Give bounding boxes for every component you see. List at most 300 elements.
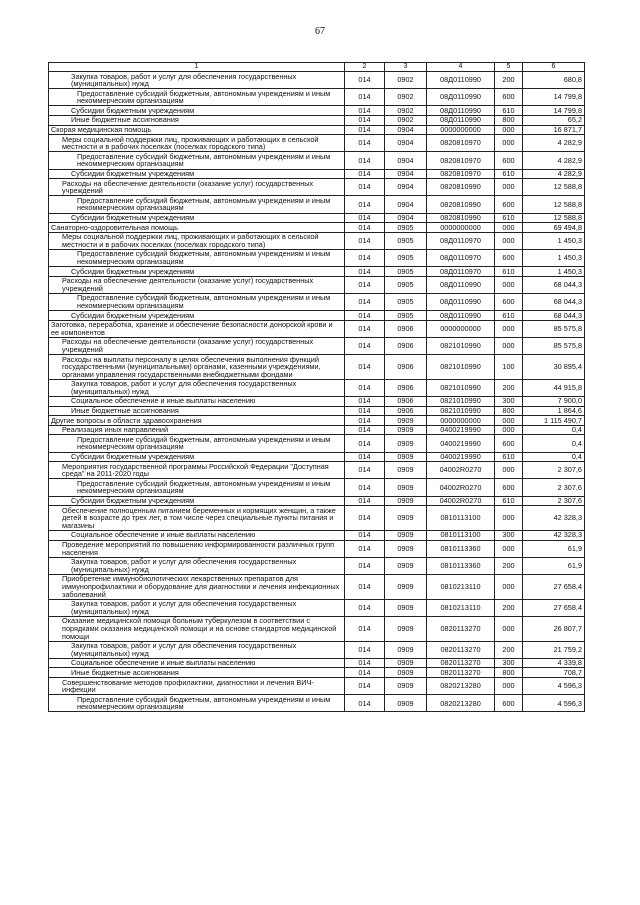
row-type-cell: 000 — [495, 506, 523, 531]
table-row — [49, 557, 585, 574]
row-type-cell: 800 — [495, 668, 523, 678]
row-section-cell: 0909 — [385, 435, 427, 452]
row-section-cell: 0905 — [385, 267, 427, 277]
row-section-cell: 0909 — [385, 416, 427, 426]
row-name-cell: Заготовка, переработка, хранение и обеспечение безопасности донорской крови и ее компонентов — [49, 320, 345, 337]
row-section-cell: 0905 — [385, 249, 427, 266]
table-row — [49, 695, 585, 712]
row-article-cell: 04002R0270 — [427, 496, 495, 506]
row-code-cell: 014 — [345, 530, 385, 540]
row-amount-cell: 30 895,4 — [523, 355, 585, 380]
table-row — [49, 135, 585, 152]
table-row — [49, 276, 585, 293]
row-code-cell: 014 — [345, 425, 385, 435]
row-name-cell: Субсидии бюджетным учреждениям — [49, 169, 345, 179]
row-article-cell: 08Д0110970 — [427, 267, 495, 277]
row-amount-cell: 65,2 — [523, 115, 585, 125]
table-row — [49, 125, 585, 135]
row-section-cell: 0909 — [385, 574, 427, 599]
row-section-cell: 0909 — [385, 658, 427, 668]
row-amount-cell: 708,7 — [523, 668, 585, 678]
row-amount-cell: 61,9 — [523, 557, 585, 574]
row-type-cell: 100 — [495, 355, 523, 380]
row-article-cell: 08Д0110990 — [427, 293, 495, 310]
row-type-cell: 000 — [495, 276, 523, 293]
row-section-cell: 0909 — [385, 530, 427, 540]
row-amount-cell: 0,4 — [523, 435, 585, 452]
row-article-cell: 0810113360 — [427, 557, 495, 574]
row-name-cell: Социальное обеспечение и иные выплаты населению — [49, 658, 345, 668]
table-row — [49, 530, 585, 540]
row-article-cell: 0000000000 — [427, 125, 495, 135]
row-name-cell: Предоставление субсидий бюджетным, автономным учреждениям и иным некоммерческим организациям — [49, 695, 345, 712]
row-type-cell: 600 — [495, 152, 523, 169]
header-col-3: 3 — [385, 63, 427, 72]
row-article-cell: 0400219990 — [427, 435, 495, 452]
row-amount-cell: 1 864,6 — [523, 406, 585, 416]
table-row — [49, 379, 585, 396]
row-code-cell: 014 — [345, 320, 385, 337]
row-name-cell: Реализация иных направлений — [49, 425, 345, 435]
row-type-cell: 000 — [495, 135, 523, 152]
row-article-cell: 0820213280 — [427, 678, 495, 695]
row-code-cell: 014 — [345, 678, 385, 695]
row-amount-cell: 2 307,6 — [523, 462, 585, 479]
row-amount-cell: 7 900,0 — [523, 396, 585, 406]
row-code-cell: 014 — [345, 574, 385, 599]
row-type-cell: 800 — [495, 406, 523, 416]
row-type-cell: 610 — [495, 452, 523, 462]
row-amount-cell: 12 588,8 — [523, 213, 585, 223]
row-type-cell: 000 — [495, 223, 523, 233]
row-article-cell: 0821010990 — [427, 337, 495, 354]
row-type-cell: 600 — [495, 479, 523, 496]
row-name-cell: Субсидии бюджетным учреждениям — [49, 496, 345, 506]
row-section-cell: 0909 — [385, 540, 427, 557]
row-name-cell: Субсидии бюджетным учреждениям — [49, 452, 345, 462]
table-row — [49, 658, 585, 668]
row-amount-cell: 68 044,3 — [523, 276, 585, 293]
row-code-cell: 014 — [345, 496, 385, 506]
row-name-cell: Скорая медицинская помощь — [49, 125, 345, 135]
row-name-cell: Предоставление субсидий бюджетным, автономным учреждениям и иным некоммерческим организациям — [49, 435, 345, 452]
row-name-cell: Предоставление субсидий бюджетным, автономным учреждениям и иным некоммерческим организациям — [49, 152, 345, 169]
row-type-cell: 200 — [495, 379, 523, 396]
row-type-cell: 000 — [495, 337, 523, 354]
row-code-cell: 014 — [345, 695, 385, 712]
row-article-cell: 0810113360 — [427, 540, 495, 557]
row-name-cell: Закупка товаров, работ и услуг для обеспечения государственных (муниципальных) нужд — [49, 379, 345, 396]
row-code-cell: 014 — [345, 72, 385, 89]
row-type-cell: 000 — [495, 425, 523, 435]
row-amount-cell: 1 450,3 — [523, 249, 585, 266]
row-section-cell: 0909 — [385, 425, 427, 435]
row-code-cell: 014 — [345, 179, 385, 196]
row-name-cell: Закупка товаров, работ и услуг для обеспечения государственных (муниципальных) нужд — [49, 557, 345, 574]
row-article-cell: 08Д0110990 — [427, 115, 495, 125]
row-code-cell: 014 — [345, 293, 385, 310]
row-name-cell: Расходы на обеспечение деятельности (оказание услуг) государственных учреждений — [49, 179, 345, 196]
row-section-cell: 0909 — [385, 599, 427, 616]
row-amount-cell: 4 596,3 — [523, 695, 585, 712]
row-code-cell: 014 — [345, 276, 385, 293]
row-amount-cell: 4 282,9 — [523, 169, 585, 179]
header-col-4: 4 — [427, 63, 495, 72]
row-type-cell: 000 — [495, 232, 523, 249]
row-code-cell: 014 — [345, 540, 385, 557]
table-row — [49, 249, 585, 266]
table-row — [49, 232, 585, 249]
row-type-cell: 600 — [495, 435, 523, 452]
row-section-cell: 0904 — [385, 169, 427, 179]
row-article-cell: 0821010990 — [427, 379, 495, 396]
row-type-cell: 610 — [495, 496, 523, 506]
row-code-cell: 014 — [345, 106, 385, 116]
row-amount-cell: 680,8 — [523, 72, 585, 89]
row-code-cell: 014 — [345, 169, 385, 179]
table-row — [49, 72, 585, 89]
header-col-1: 1 — [49, 63, 345, 72]
row-article-cell: 0821010990 — [427, 355, 495, 380]
row-type-cell: 000 — [495, 540, 523, 557]
row-section-cell: 0904 — [385, 125, 427, 135]
row-amount-cell: 1 450,3 — [523, 232, 585, 249]
row-name-cell: Предоставление субсидий бюджетным, автономным учреждениям и иным некоммерческим организациям — [49, 196, 345, 213]
row-section-cell: 0909 — [385, 641, 427, 658]
row-section-cell: 0909 — [385, 695, 427, 712]
row-article-cell: 0820810990 — [427, 179, 495, 196]
row-amount-cell: 4 596,3 — [523, 678, 585, 695]
row-section-cell: 0904 — [385, 135, 427, 152]
row-code-cell: 014 — [345, 232, 385, 249]
row-section-cell: 0902 — [385, 89, 427, 106]
row-amount-cell: 68 044,3 — [523, 311, 585, 321]
row-type-cell: 200 — [495, 557, 523, 574]
row-code-cell: 014 — [345, 213, 385, 223]
row-code-cell: 014 — [345, 379, 385, 396]
row-name-cell: Иные бюджетные ассигнования — [49, 115, 345, 125]
table-row — [49, 540, 585, 557]
row-amount-cell: 69 494,8 — [523, 223, 585, 233]
row-name-cell: Предоставление субсидий бюджетным, автономным учреждениям и иным некоммерческим организациям — [49, 249, 345, 266]
row-article-cell: 0820213280 — [427, 695, 495, 712]
table-row — [49, 337, 585, 354]
table-row — [49, 355, 585, 380]
row-type-cell: 600 — [495, 89, 523, 106]
table-row — [49, 213, 585, 223]
row-section-cell: 0906 — [385, 320, 427, 337]
table-row — [49, 599, 585, 616]
row-code-cell: 014 — [345, 406, 385, 416]
table-row — [49, 169, 585, 179]
row-section-cell: 0906 — [385, 379, 427, 396]
row-amount-cell: 2 307,6 — [523, 479, 585, 496]
row-section-cell: 0909 — [385, 479, 427, 496]
row-type-cell: 000 — [495, 462, 523, 479]
row-article-cell: 0400219990 — [427, 425, 495, 435]
row-type-cell: 000 — [495, 616, 523, 641]
row-type-cell: 610 — [495, 213, 523, 223]
row-code-cell: 014 — [345, 435, 385, 452]
row-amount-cell: 0,4 — [523, 452, 585, 462]
row-amount-cell: 16 871,7 — [523, 125, 585, 135]
table-row — [49, 641, 585, 658]
row-section-cell: 0909 — [385, 616, 427, 641]
row-amount-cell: 4 339,8 — [523, 658, 585, 668]
row-type-cell: 200 — [495, 72, 523, 89]
row-code-cell: 014 — [345, 355, 385, 380]
row-article-cell: 0000000000 — [427, 416, 495, 426]
row-type-cell: 800 — [495, 115, 523, 125]
table-row — [49, 616, 585, 641]
row-section-cell: 0909 — [385, 668, 427, 678]
table-row — [49, 311, 585, 321]
row-name-cell: Субсидии бюджетным учреждениям — [49, 267, 345, 277]
table-row — [49, 293, 585, 310]
row-name-cell: Иные бюджетные ассигнования — [49, 668, 345, 678]
row-amount-cell: 0,4 — [523, 425, 585, 435]
table-row — [49, 320, 585, 337]
row-amount-cell: 12 588,8 — [523, 196, 585, 213]
row-article-cell: 0821010990 — [427, 396, 495, 406]
row-article-cell: 0820113270 — [427, 616, 495, 641]
table-row — [49, 678, 585, 695]
row-name-cell: Санаторно-оздоровительная помощь — [49, 223, 345, 233]
row-name-cell: Предоставление субсидий бюджетным, автономным учреждениям и иным некоммерческим организациям — [49, 479, 345, 496]
row-article-cell: 0000000000 — [427, 223, 495, 233]
row-type-cell: 600 — [495, 695, 523, 712]
table-body — [49, 72, 585, 712]
row-article-cell: 0810213110 — [427, 599, 495, 616]
row-article-cell: 08Д0110990 — [427, 89, 495, 106]
row-amount-cell: 26 807,7 — [523, 616, 585, 641]
row-section-cell: 0902 — [385, 72, 427, 89]
row-code-cell: 014 — [345, 223, 385, 233]
row-amount-cell: 12 588,8 — [523, 179, 585, 196]
row-article-cell: 0820810970 — [427, 152, 495, 169]
page-number: 67 — [315, 26, 325, 37]
row-section-cell: 0906 — [385, 406, 427, 416]
row-name-cell: Приобретение иммунобиологических лекарственных препаратов для иммунопрофилактики и оборудование для диагностики и лечения инфекционных заболеваний — [49, 574, 345, 599]
row-name-cell: Обеспечение полноценным питанием беременных и кормящих женщин, а также детей в возрасте до трех лет, в том числе через специальные пункты питания и магазины — [49, 506, 345, 531]
row-name-cell: Закупка товаров, работ и услуг для обеспечения государственных (муниципальных) нужд — [49, 72, 345, 89]
row-amount-cell: 61,9 — [523, 540, 585, 557]
row-code-cell: 014 — [345, 668, 385, 678]
table-row — [49, 406, 585, 416]
row-article-cell: 0000000000 — [427, 320, 495, 337]
row-name-cell: Меры социальной поддержки лиц, проживающих и работающих в сельской местности и в рабочих поселках (поселках городского типа) — [49, 232, 345, 249]
table-row — [49, 106, 585, 116]
row-name-cell: Субсидии бюджетным учреждениям — [49, 311, 345, 321]
row-section-cell: 0904 — [385, 196, 427, 213]
row-amount-cell: 1 450,3 — [523, 267, 585, 277]
row-type-cell: 200 — [495, 641, 523, 658]
row-amount-cell: 42 328,3 — [523, 530, 585, 540]
row-code-cell: 014 — [345, 115, 385, 125]
row-name-cell: Социальное обеспечение и иные выплаты населению — [49, 530, 345, 540]
row-name-cell: Проведение мероприятий по повышению информированности различных групп населения — [49, 540, 345, 557]
row-article-cell: 0820810990 — [427, 196, 495, 213]
row-type-cell: 600 — [495, 293, 523, 310]
row-name-cell: Расходы на обеспечение деятельности (оказание услуг) государственных учреждений — [49, 337, 345, 354]
row-code-cell: 014 — [345, 641, 385, 658]
row-article-cell: 0820113270 — [427, 668, 495, 678]
table-row — [49, 425, 585, 435]
row-code-cell: 014 — [345, 479, 385, 496]
row-type-cell: 000 — [495, 574, 523, 599]
table-row — [49, 416, 585, 426]
row-section-cell: 0904 — [385, 152, 427, 169]
row-article-cell: 04002R0270 — [427, 462, 495, 479]
row-name-cell: Закупка товаров, работ и услуг для обеспечения государственных (муниципальных) нужд — [49, 641, 345, 658]
row-name-cell: Предоставление субсидий бюджетным, автономным учреждениям и иным некоммерческим организациям — [49, 89, 345, 106]
row-section-cell: 0909 — [385, 506, 427, 531]
row-amount-cell: 85 575,8 — [523, 337, 585, 354]
table-row — [49, 396, 585, 406]
row-amount-cell: 14 799,8 — [523, 89, 585, 106]
row-section-cell: 0909 — [385, 462, 427, 479]
row-type-cell: 600 — [495, 196, 523, 213]
row-type-cell: 000 — [495, 416, 523, 426]
table-header-row — [49, 63, 585, 72]
table-row — [49, 223, 585, 233]
row-article-cell: 0820810970 — [427, 169, 495, 179]
row-amount-cell: 44 915,8 — [523, 379, 585, 396]
header-col-2: 2 — [345, 63, 385, 72]
row-code-cell: 014 — [345, 249, 385, 266]
row-code-cell: 014 — [345, 452, 385, 462]
row-amount-cell: 85 575,8 — [523, 320, 585, 337]
row-section-cell: 0906 — [385, 355, 427, 380]
table-row — [49, 115, 585, 125]
row-article-cell: 0820113270 — [427, 658, 495, 668]
row-section-cell: 0909 — [385, 496, 427, 506]
row-article-cell: 0810213110 — [427, 574, 495, 599]
table-row — [49, 496, 585, 506]
row-amount-cell: 42 328,3 — [523, 506, 585, 531]
row-amount-cell: 68 044,3 — [523, 293, 585, 310]
row-type-cell: 300 — [495, 396, 523, 406]
row-code-cell: 014 — [345, 152, 385, 169]
row-article-cell: 0400219990 — [427, 452, 495, 462]
table-row — [49, 435, 585, 452]
row-section-cell: 0905 — [385, 223, 427, 233]
row-name-cell: Меры социальной поддержки лиц, проживающих и работающих в сельской местности и в рабочих поселках (поселках городского типа) — [49, 135, 345, 152]
row-article-cell: 08Д0110990 — [427, 276, 495, 293]
row-type-cell: 610 — [495, 169, 523, 179]
row-section-cell: 0909 — [385, 452, 427, 462]
row-type-cell: 610 — [495, 311, 523, 321]
table-row — [49, 462, 585, 479]
row-code-cell: 014 — [345, 599, 385, 616]
row-type-cell: 600 — [495, 249, 523, 266]
row-article-cell: 08Д0110990 — [427, 311, 495, 321]
row-article-cell: 04002R0270 — [427, 479, 495, 496]
row-article-cell: 0821010990 — [427, 406, 495, 416]
row-code-cell: 014 — [345, 267, 385, 277]
row-name-cell: Социальное обеспечение и иные выплаты населению — [49, 396, 345, 406]
header-col-5: 5 — [495, 63, 523, 72]
row-section-cell: 0905 — [385, 293, 427, 310]
row-code-cell: 014 — [345, 311, 385, 321]
row-article-cell: 08Д0110970 — [427, 249, 495, 266]
row-code-cell: 014 — [345, 557, 385, 574]
row-name-cell: Другие вопросы в области здравоохранения — [49, 416, 345, 426]
row-code-cell: 014 — [345, 196, 385, 213]
row-name-cell: Расходы на обеспечение деятельности (оказание услуг) государственных учреждений — [49, 276, 345, 293]
table-row — [49, 89, 585, 106]
row-section-cell: 0902 — [385, 115, 427, 125]
row-code-cell: 014 — [345, 616, 385, 641]
row-section-cell: 0906 — [385, 337, 427, 354]
row-name-cell: Мероприятия государственной программы Российской Федерации "Доступная среда" на 2011-2020 годы — [49, 462, 345, 479]
row-type-cell: 000 — [495, 179, 523, 196]
row-code-cell: 014 — [345, 416, 385, 426]
table-row — [49, 506, 585, 531]
table-row — [49, 267, 585, 277]
row-amount-cell: 2 307,6 — [523, 496, 585, 506]
row-section-cell: 0905 — [385, 232, 427, 249]
row-article-cell: 08Д0110990 — [427, 106, 495, 116]
row-section-cell: 0909 — [385, 557, 427, 574]
row-type-cell: 610 — [495, 106, 523, 116]
row-code-cell: 014 — [345, 658, 385, 668]
row-article-cell: 0820810970 — [427, 135, 495, 152]
row-code-cell: 014 — [345, 89, 385, 106]
row-code-cell: 014 — [345, 396, 385, 406]
row-code-cell: 014 — [345, 135, 385, 152]
row-code-cell: 014 — [345, 462, 385, 479]
row-name-cell: Субсидии бюджетным учреждениям — [49, 106, 345, 116]
row-type-cell: 000 — [495, 125, 523, 135]
row-name-cell: Оказание медицинской помощи больным туберкулезом в соответствии с порядками оказания медицинской помощи и на основе стандартов медицинской помощи — [49, 616, 345, 641]
row-type-cell: 610 — [495, 267, 523, 277]
row-section-cell: 0909 — [385, 678, 427, 695]
row-name-cell: Расходы на выплаты персоналу в целях обеспечения выполнения функций государственными (муниципальными) органами, казенными учреждениями, органами управления государственными внебюджетными фондами — [49, 355, 345, 380]
row-type-cell: 000 — [495, 678, 523, 695]
table-row — [49, 179, 585, 196]
row-amount-cell: 14 799,8 — [523, 106, 585, 116]
row-section-cell: 0904 — [385, 213, 427, 223]
row-type-cell: 300 — [495, 658, 523, 668]
row-article-cell: 08Д0110970 — [427, 232, 495, 249]
table-row — [49, 152, 585, 169]
row-amount-cell: 1 115 490,7 — [523, 416, 585, 426]
table-row — [49, 574, 585, 599]
row-amount-cell: 21 759,2 — [523, 641, 585, 658]
row-name-cell: Предоставление субсидий бюджетным, автономным учреждениям и иным некоммерческим организациям — [49, 293, 345, 310]
row-type-cell: 200 — [495, 599, 523, 616]
row-name-cell: Совершенствование методов профилактики, диагностики и лечения ВИЧ-инфекции — [49, 678, 345, 695]
header-col-6: 6 — [523, 63, 585, 72]
row-article-cell: 08Д0110990 — [427, 72, 495, 89]
row-section-cell: 0904 — [385, 179, 427, 196]
table-row — [49, 196, 585, 213]
row-section-cell: 0905 — [385, 311, 427, 321]
table-row — [49, 668, 585, 678]
row-amount-cell: 27 658,4 — [523, 599, 585, 616]
row-amount-cell: 4 282,9 — [523, 152, 585, 169]
row-section-cell: 0905 — [385, 276, 427, 293]
row-section-cell: 0906 — [385, 396, 427, 406]
row-type-cell: 300 — [495, 530, 523, 540]
row-section-cell: 0902 — [385, 106, 427, 116]
row-article-cell: 0820113270 — [427, 641, 495, 658]
row-code-cell: 014 — [345, 506, 385, 531]
row-amount-cell: 4 282,9 — [523, 135, 585, 152]
row-name-cell: Закупка товаров, работ и услуг для обеспечения государственных (муниципальных) нужд — [49, 599, 345, 616]
table-row — [49, 479, 585, 496]
